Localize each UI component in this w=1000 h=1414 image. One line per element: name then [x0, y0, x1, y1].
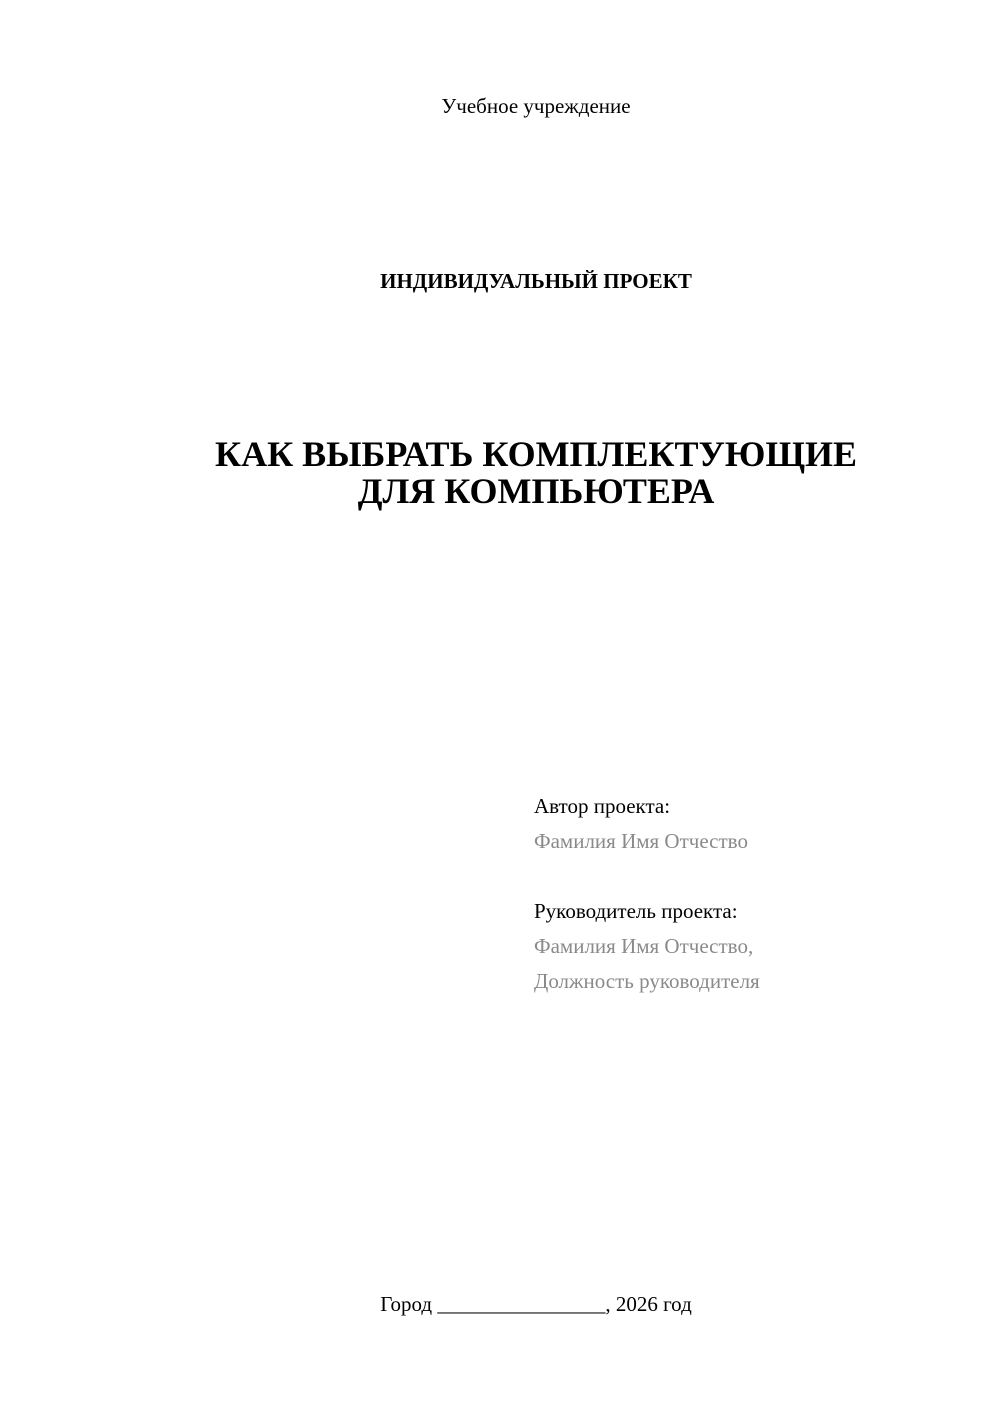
institution-name: Учебное учреждение [441, 94, 631, 118]
project-title [0, 436, 1000, 510]
project-title-line-2: ДЛЯ КОМПЬЮТЕРА [357, 471, 715, 511]
document-type: ИНДИВИДУАЛЬНЫЙ ПРОЕКТ [380, 269, 692, 293]
spacer [534, 859, 974, 894]
author-name: Фамилия Имя Отчество [534, 829, 748, 853]
city-year-footer: Город ________________, 2026 год [380, 1292, 692, 1316]
supervisor-position: Должность руководителя [534, 969, 760, 993]
supervisor-name: Фамилия Имя Отчество, [534, 934, 754, 958]
supervisor-label: Руководитель проекта: [534, 899, 738, 923]
project-title-line-1: КАК ВЫБРАТЬ КОМПЛЕКТУЮЩИЕ [214, 434, 858, 474]
author-label: Автор проекта: [534, 794, 671, 818]
info-block [534, 789, 974, 999]
